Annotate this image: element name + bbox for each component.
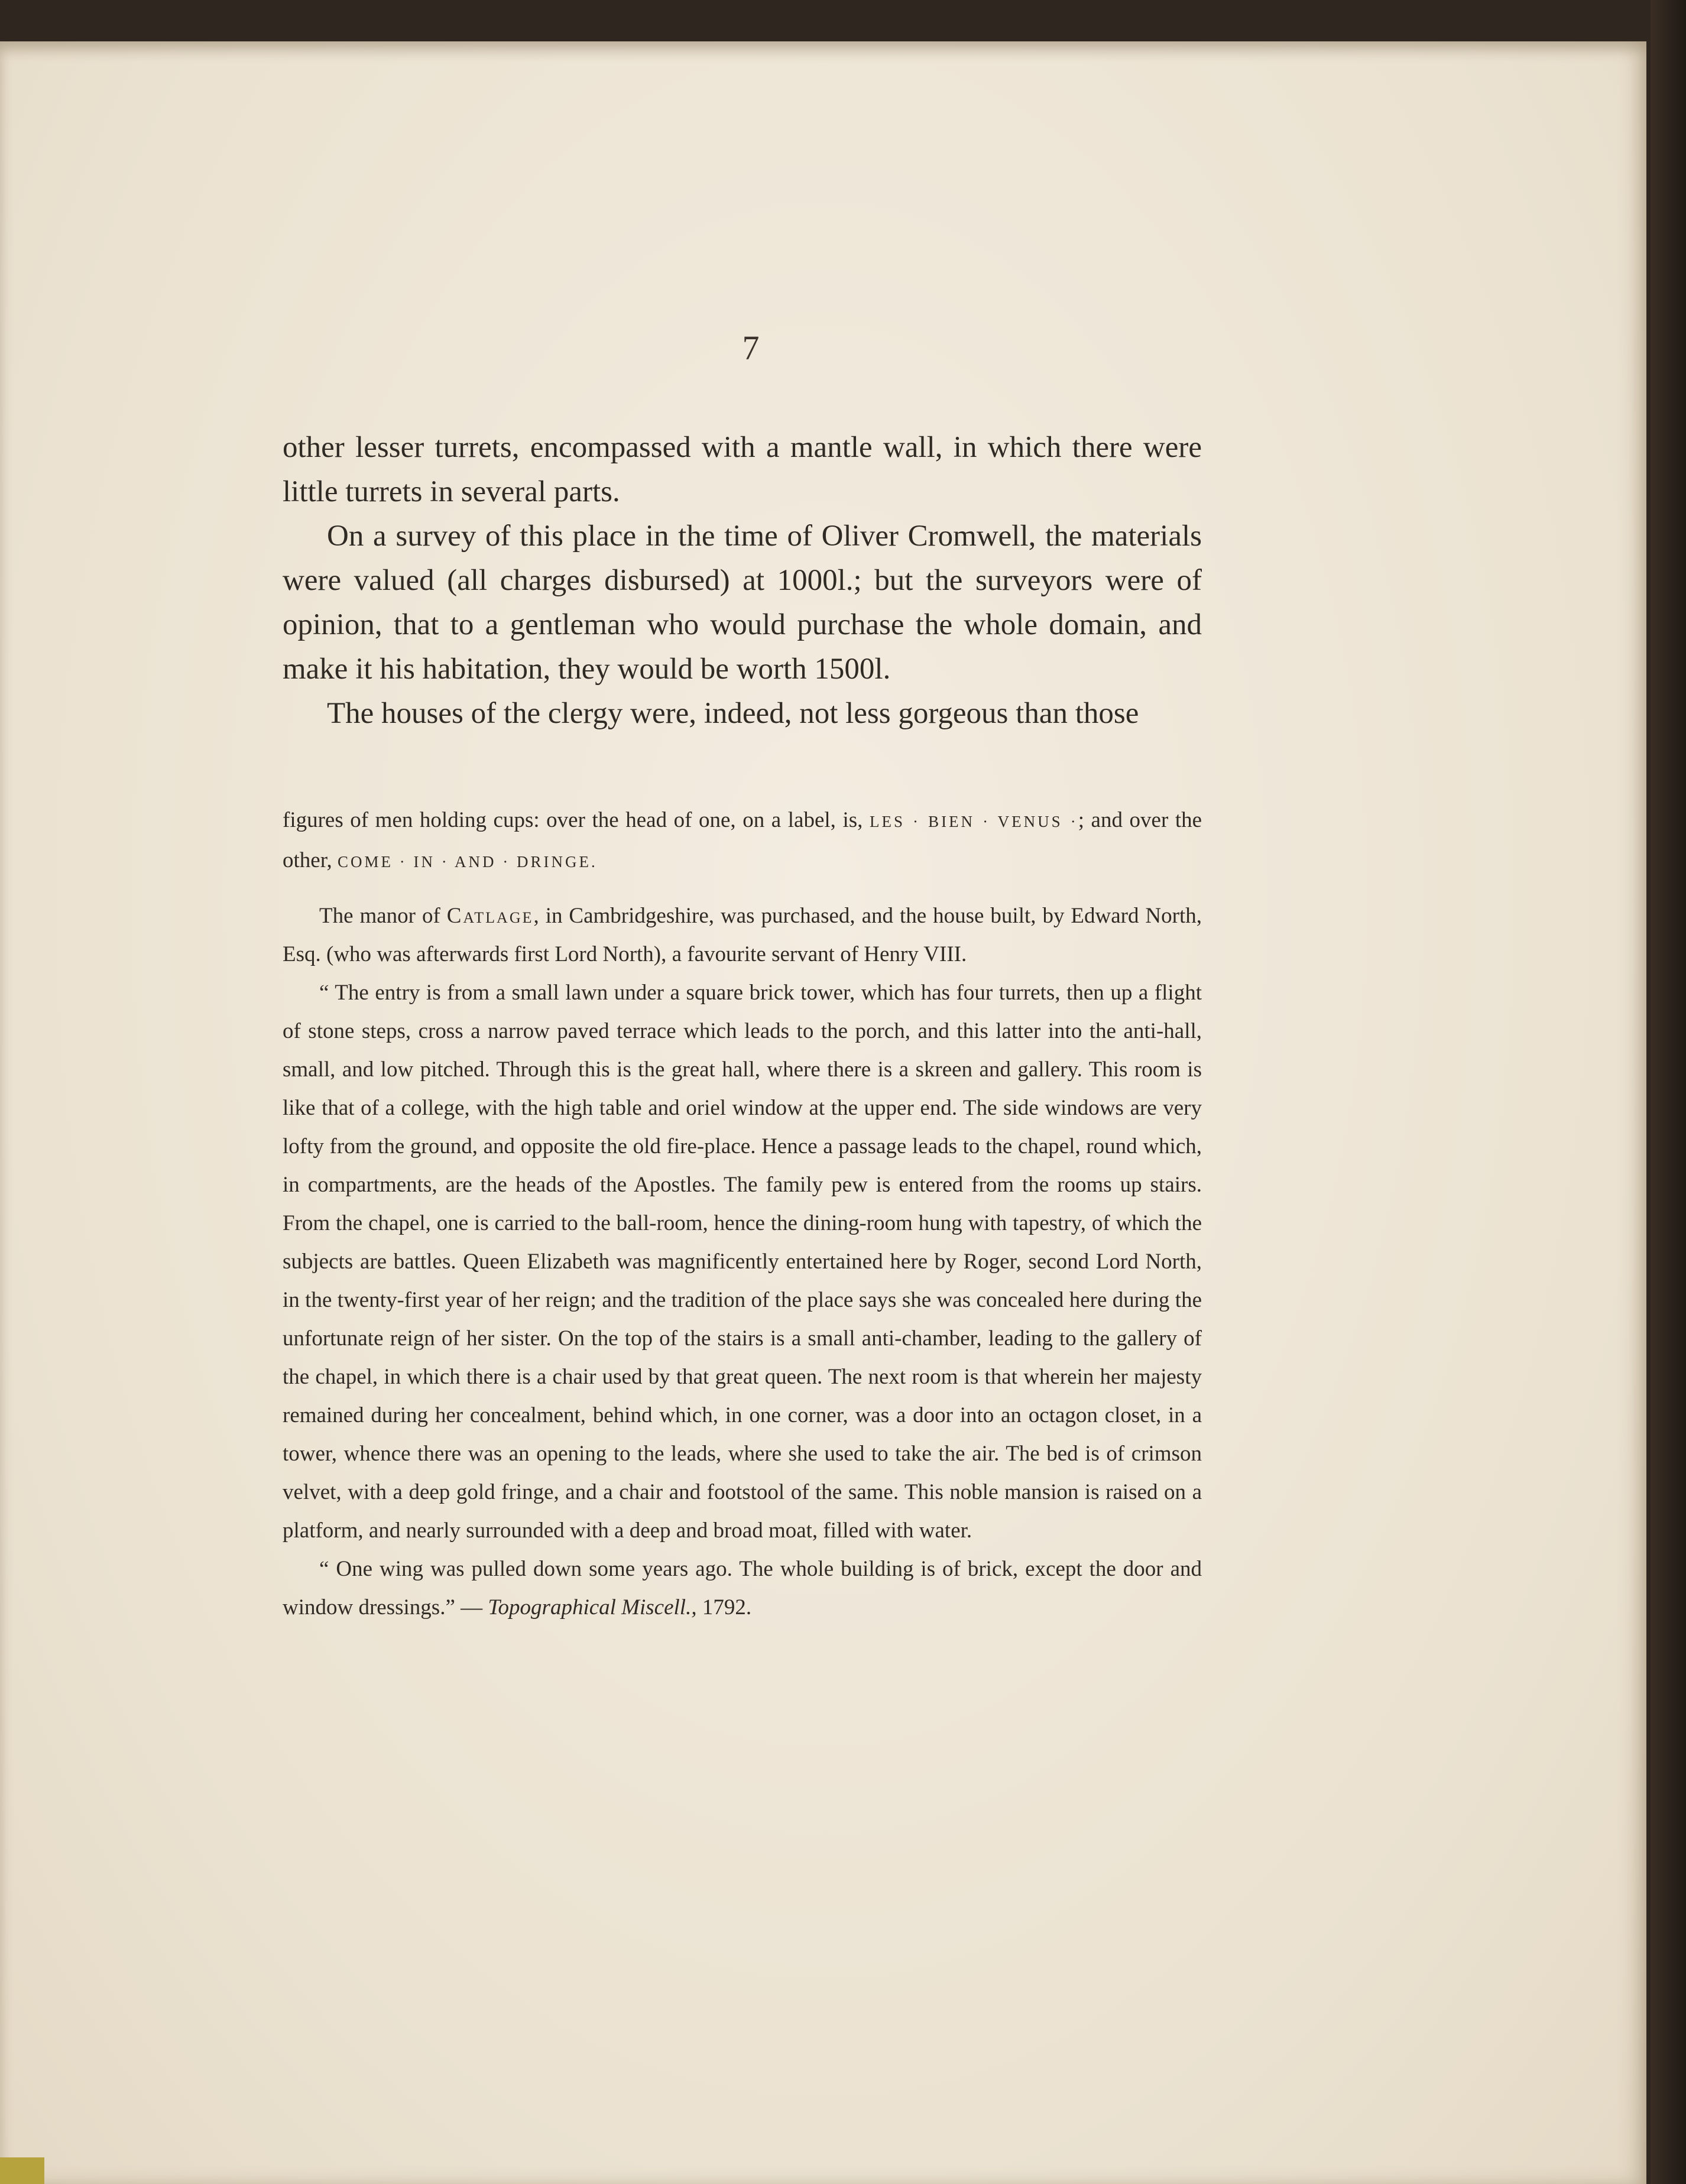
page-number: 7 (742, 329, 760, 367)
main-paragraph-1: other lesser turrets, encompassed with a mantle wall, in which there were little turrets in several parts. (283, 431, 1202, 508)
footnote (283, 801, 1202, 1627)
binding-strip (0, 2157, 44, 2184)
footnote-paragraph-4 (283, 1550, 1202, 1627)
label-inscription-2: COME · IN · AND · DRINGE. (338, 853, 598, 871)
place-name: Catlage (446, 904, 534, 928)
footnote-paragraph-2 (283, 897, 1202, 973)
footnote-text: , in Cambridgeshire, was purchased, and the house built, by Edward North, Esq. (who was afterwards first Lord North), a favourite servant of Henry VIII. (283, 904, 1202, 966)
main-text (283, 426, 1202, 736)
main-paragraph-2: On a survey of this place in the time of Oliver Cromwell, the materials were valued (all charges disbursed) at 1000l.; but the surveyors were of opinion, that to a gentleman who would purchase the whole domain, and make it his habitation, they would be worth 1500l. (283, 520, 1202, 686)
label-inscription-1: LES · BIEN · VENUS · (869, 813, 1078, 830)
footnote-paragraph-1 (283, 801, 1202, 881)
source-year: 1792. (702, 1595, 752, 1620)
footnote-paragraph-3: “ The entry is from a small lawn under a square brick tower, which has four turrets, then up a flight of stone steps, cross a narrow paved terrace which leads to the porch, and this latter into the anti-hall, small, and low pitched. Through this is the great hall, where there is a skreen and gallery. This room is like that of a college, with the high table and oriel window at the upper end. The side windows are very lofty from the ground, and opposite the old fire-place. Hence a passage leads to the chapel, round which, in compartments, are the heads of the Apostles. The family pew is entered from the rooms up stairs. From the chapel, one is carried to the ball-room, hence the dining-room hung with tapestry, of which the subjects are battles. Queen Elizabeth was magnificently entertained here by Roger, second Lord North, in the twenty-first year of her reign; and the tradition of the place says she was concealed here during the unfortunate reign of her sister. On the top of the stairs is a small anti-chamber, leading to the gallery of the chapel, in which there is a chair used by that great queen. The next room is that wherein her majesty remained during her concealment, behind which, in one corner, was a door into an octagon closet, in a tower, whence there was an opening to the leads, where she used to take the air. The bed is of crimson velvet, with a deep gold fringe, and a chair and footstool of the same. This noble mansion is raised on a platform, and nearly surrounded with a deep and broad moat, filled with water. (283, 981, 1202, 1543)
main-paragraph-3: The houses of the clergy were, indeed, not less gorgeous than those (327, 697, 1139, 730)
scan-background-edge (1651, 0, 1686, 2184)
footnote-text: The manor of (319, 904, 440, 928)
footnote-text: ; and over the other, (283, 808, 1202, 872)
footnote-text: figures of men holding cups: over the head of one, on a label, is, (283, 808, 863, 832)
source-title: Topographical Miscell., (488, 1595, 697, 1620)
footnote-text: “ One wing was pulled down some years ago. The whole building is of brick, except the door and window dressings.” — (283, 1557, 1202, 1620)
